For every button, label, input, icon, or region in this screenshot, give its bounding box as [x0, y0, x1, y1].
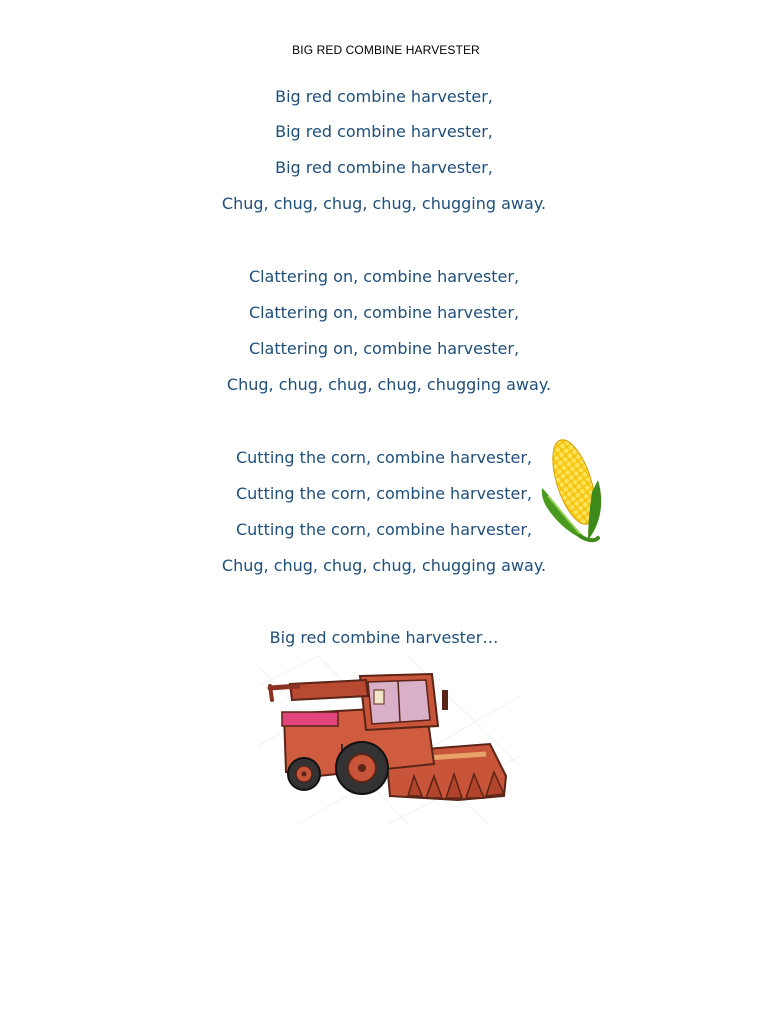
- closing-line: Big red combine harvester…: [269, 628, 499, 647]
- corn-cob-icon: [536, 436, 608, 544]
- verse1-line4: Chug, chug, chug, chug, chugging away.: [221, 194, 547, 213]
- verse3-line3: Cutting the corn, combine harvester,: [235, 520, 533, 539]
- verse3-line1: Cutting the corn, combine harvester,: [235, 448, 533, 467]
- verse3-line2: Cutting the corn, combine harvester,: [235, 484, 533, 503]
- verse1-line1: Big red combine harvester,: [275, 87, 493, 106]
- verse1-line2: Big red combine harvester,: [275, 122, 493, 141]
- combine-harvester-illustration: [258, 656, 520, 824]
- poem-title: BIG RED COMBINE HARVESTER: [292, 43, 480, 57]
- verse3-line4: Chug, chug, chug, chug, chugging away.: [221, 556, 547, 575]
- verse1-line3: Big red combine harvester,: [275, 158, 493, 177]
- verse2-line2: Clattering on, combine harvester,: [248, 303, 520, 322]
- verse2-line1: Clattering on, combine harvester,: [248, 267, 520, 286]
- verse2-line4: Chug, chug, chug, chug, chugging away.: [226, 375, 552, 394]
- verse2-line3: Clattering on, combine harvester,: [248, 339, 520, 358]
